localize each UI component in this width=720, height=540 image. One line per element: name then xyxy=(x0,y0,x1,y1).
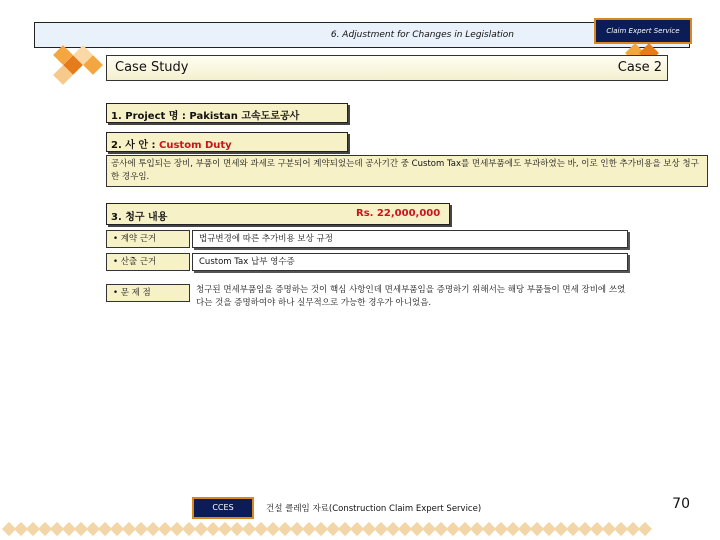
bullet: • xyxy=(113,257,119,267)
row-label-contract xyxy=(106,230,190,248)
claim-amount: Rs. 22,000,000 xyxy=(356,208,441,219)
project-prefix: 1. Project 명 : xyxy=(111,111,190,122)
case-study-label: Case Study xyxy=(115,60,189,75)
item-value: Custom Duty xyxy=(159,140,232,151)
row-value-calculation: Custom Tax 납부 영수증 xyxy=(192,253,628,271)
header-title: 6. Adjustment for Changes in Legislation xyxy=(330,30,514,40)
page-number: 70 xyxy=(672,496,690,512)
item-label xyxy=(111,136,232,151)
row-label-text: 계약 근거 xyxy=(120,234,157,244)
description-box: 공사에 투입되는 장비, 부품이 면세와 과세로 구분되어 계약되었는데 공사기간 중 Custom Tax를 면세부품에도 부과하였는 바, 이로 인한 추가비용을 보상 청구한 경우임. xyxy=(106,155,708,187)
row-value-contract: 법규변경에 따른 추가비용 보상 규정 xyxy=(192,230,628,248)
row-label-text: 문 제 점 xyxy=(120,288,151,298)
case-number: Case 2 xyxy=(617,60,662,75)
footer-badge: CCES xyxy=(192,497,254,519)
row-label-issue xyxy=(106,284,190,302)
claim-label: 3. 청구 내용 xyxy=(111,212,168,223)
row-label-text: 산출 근거 xyxy=(120,257,157,267)
case-study-bar xyxy=(106,55,668,81)
bullet: • xyxy=(113,234,119,244)
item-prefix: 2. 사 안 : xyxy=(111,140,160,151)
bullet: • xyxy=(113,288,119,298)
row-value-issue: 청구된 면세부품임을 증명하는 것이 핵심 사항인데 면세부품임을 증명하기 위해서는 해당 부품들이 면세 장비에 쓰였다는 것을 증명하여야 하나 실무적으로 가능한 경우가 아니었음. xyxy=(196,285,626,308)
row-label-calculation xyxy=(106,253,190,271)
bottom-decoration xyxy=(0,518,720,540)
project-name: Pakistan 고속도로공사 xyxy=(189,111,300,122)
project-label xyxy=(111,107,299,122)
footer-text: 건설 클레임 자료(Construction Claim Expert Service) xyxy=(266,504,482,514)
diamond-icon xyxy=(638,522,652,536)
brand-badge: Claim Expert Service xyxy=(594,18,692,44)
